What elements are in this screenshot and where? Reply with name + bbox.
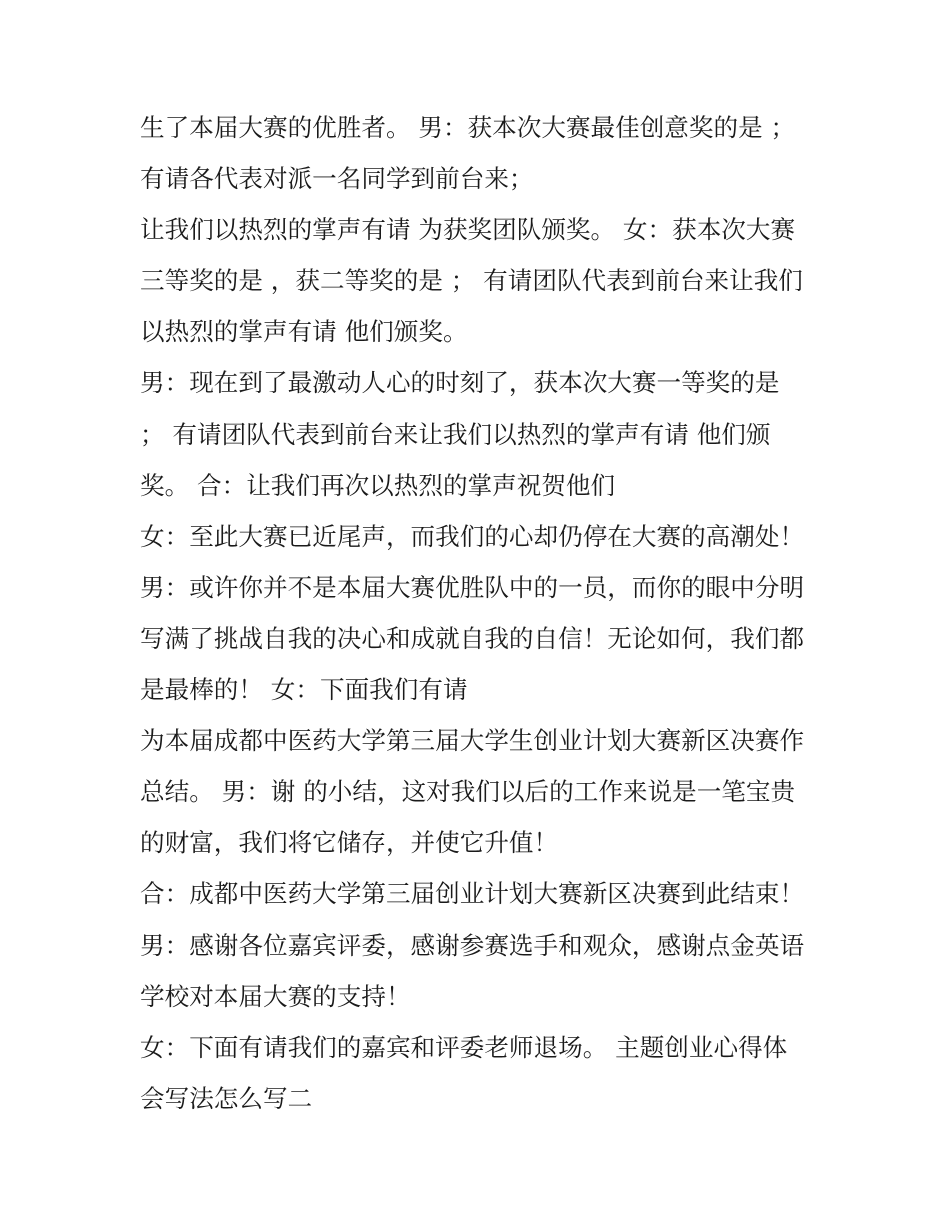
text-line: 总结。 男：谢 的小结，这对我们以后的工作来说是一笔宝贵 [140, 777, 796, 807]
text-line: 三等奖的是 ，获二等奖的是 ； 有请团队代表到前台来让我们 [140, 266, 803, 296]
text-line: 男：或许你并不是本届大赛优胜队中的一员，而你的眼中分明 [140, 572, 805, 602]
text-line: 写满了挑战自我的决心和成就自我的自信！无论如何，我们都 [140, 623, 805, 653]
text-line: 女：下面有请我们的嘉宾和评委老师退场。 主题创业心得体 [140, 1032, 788, 1062]
text-line: 的财富，我们将它储存，并使它升值！ [140, 828, 559, 858]
text-line: 让我们以热烈的掌声有请 为获奖团队颁奖。 女：获本次大赛 [140, 215, 796, 245]
document-body [140, 102, 840, 1124]
text-line: 有请各代表对派一名同学到前台来； [140, 164, 534, 194]
text-line: 会写法怎么写二 [140, 1083, 313, 1113]
text-line: 生了本届大赛的优胜者。 男：获本次大赛最佳创意奖的是 ； [140, 113, 796, 142]
text-line: 学校对本届大赛的支持！ [140, 981, 411, 1011]
text-line: 是最棒的！ 女：下面我们有请 [140, 675, 468, 705]
text-line: 奖。 合：让我们再次以热烈的掌声祝贺他们 [140, 470, 616, 500]
text-line: 为本届成都中医药大学第三届大学生创业计划大赛新区决赛作 [140, 726, 805, 756]
text-line: 女：至此大赛已近尾声，而我们的心却仍停在大赛的高潮处！ [140, 521, 805, 551]
text-line: 男：感谢各位嘉宾评委，感谢参赛选手和观众，感谢点金英语 [140, 930, 805, 960]
text-line: 男：现在到了最激动人心的时刻了，获本次大赛一等奖的是 [140, 368, 780, 398]
text-line: 合：成都中医药大学第三届创业计划大赛新区决赛到此结束！ [140, 879, 805, 909]
text-line: 以热烈的掌声有请 他们颁奖。 [140, 317, 468, 347]
text-line: ； 有请团队代表到前台来让我们以热烈的掌声有请 他们颁 [140, 419, 771, 449]
